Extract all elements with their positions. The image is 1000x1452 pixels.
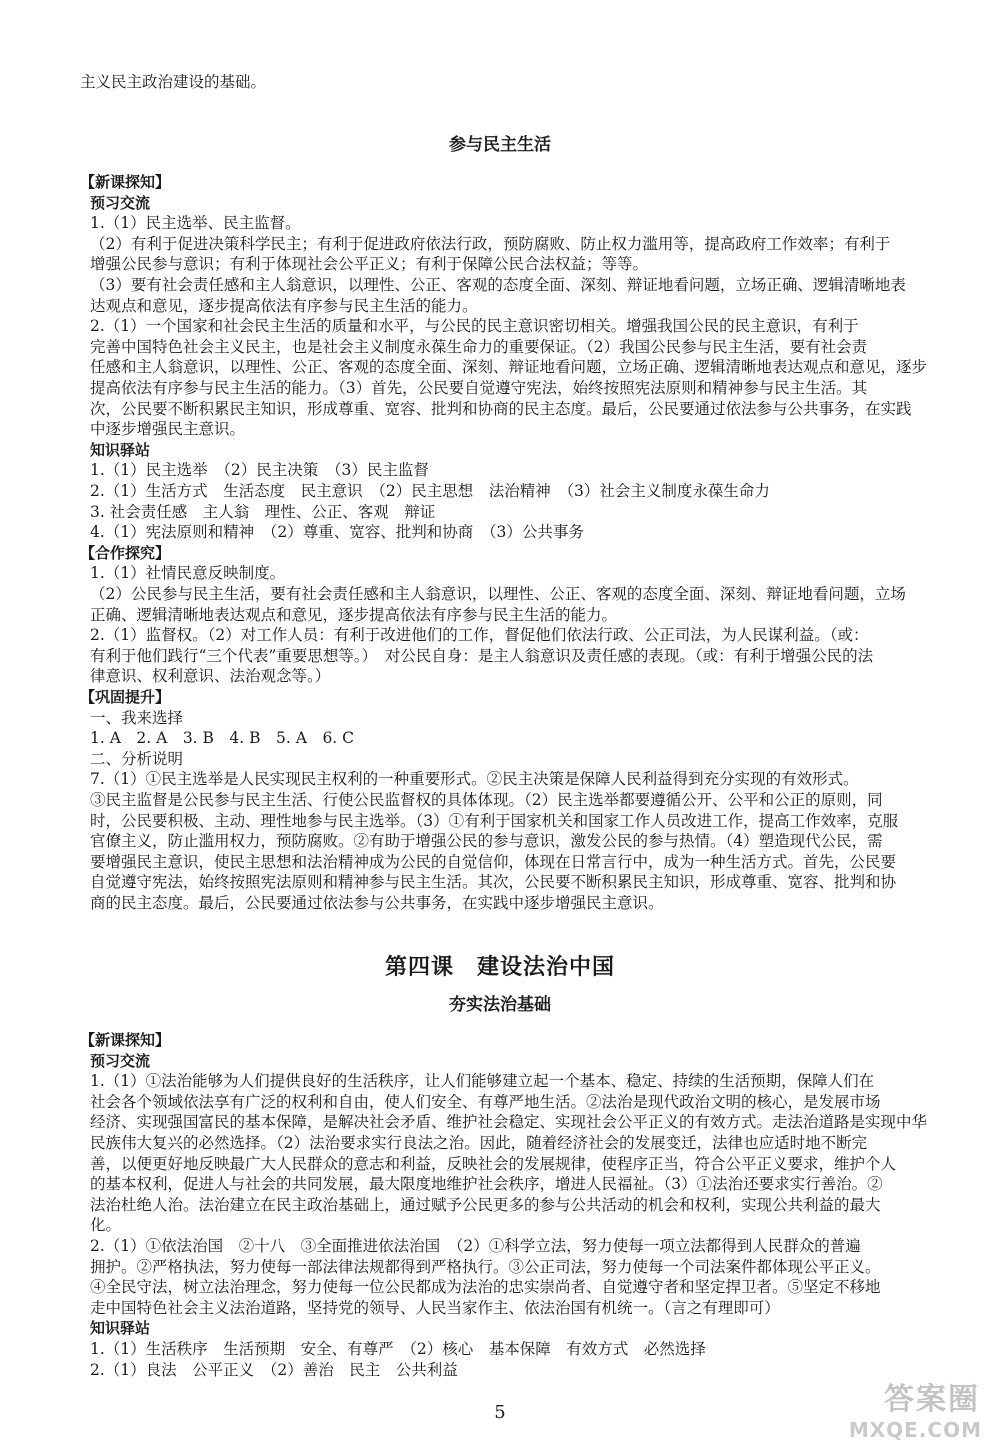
text-line: 商的民主态度。最后，公民要通过依法参与公共事务，在实践中逐步增强民主意识。: [90, 894, 664, 912]
text-line: 民族伟大复兴的必然选择。（2）法治要求实行良法之治。因此，随着经济社会的发展变迁，法律也应适时地不断完: [90, 1134, 868, 1152]
section-heading: 【巩固提升】: [80, 688, 171, 706]
text-line: 律意识、权利意识、法治观念等。）: [90, 667, 331, 686]
text-line: 二、分析说明: [90, 749, 184, 768]
text-line: 有利于他们践行“三个代表”重要思想等。） 对公民自身：是主人翁意识及责任感的表现。（或：有利于增强公民的法: [90, 646, 874, 665]
text-line: 走中国特色社会主义法治道路，坚持党的领导、人民当家作主、依法治国有机统一。（言之有理即可）: [90, 1298, 780, 1317]
subheading: 预习交流: [90, 193, 151, 212]
text-line: 时，公民要积极、主动、理性地参与民主选举。（3）①有利于国家机关和国家工作人员改进工作，提高工作效率，克服: [90, 811, 899, 830]
text-line: 拥护。②严格执法，努力使每一部法律法规都得到严格执行。③公正司法，努力使每一个司法案件都体现公平正义。: [90, 1257, 881, 1276]
subheading: 预习交流: [90, 1051, 151, 1070]
text-line: 2.（1）监督权。（2）对工作人员：有利于改进他们的工作，督促他们依法行政、公正司法，为人民谋利益。（或：: [90, 626, 869, 645]
text-line: ④全民守法，树立法治理念，努力使每一位公民都成为法治的忠实崇尚者、自觉遵守者和坚定捍卫者。⑤坚定不移地: [90, 1278, 881, 1297]
section-title-2: 夯实法治基础: [449, 995, 551, 1015]
section-title-1: 参与民主生活: [449, 135, 551, 155]
text-line: 自觉遵守宪法，始终按照宪法原则和精神参与民主生活。其次，公民要不断积累民主知识，形成尊重、宽容、批判和协: [90, 873, 897, 892]
text-line: 4.（1）宪法原则和精神 （2）尊重、宽容、批判和协商 （3）公共事务: [90, 523, 584, 542]
text-line: 化。: [90, 1216, 122, 1235]
section-heading: 【合作探究】: [80, 543, 171, 562]
text-line: 达观点和意见，逐步提高依法有序参与民主生活的能力。: [90, 296, 478, 315]
text-line: 3. 社会责任感 主人翁 理性、公正、客观 辩证: [90, 502, 436, 521]
text-line: 要增强民主意识，使民主思想和法治精神成为公民的自觉信仰，体现在日常言行中，成为一种生活方式。首先，公民要: [90, 852, 897, 871]
text-line: 1.（1）生活秩序 生活预期 安全、有尊严 （2）核心 基本保障 有效方式 必然选择: [90, 1340, 706, 1358]
subheading: 知识驿站: [90, 440, 151, 459]
lesson-title: 第四课 建设法治中国: [384, 955, 615, 980]
subheading: 知识驿站: [90, 1319, 151, 1338]
text-line: 一、我来选择: [90, 708, 184, 727]
text-line: 2.（1）良法 公平正义 （2）善治 民主 公共利益: [90, 1360, 458, 1379]
text-line: 官僚主义，防止滥用权力，预防腐败。②有助于增强公民的参与意识，激发公民的参与热情。（4）塑造现代公民，需: [90, 832, 883, 851]
text-line: 1.（1）民主选举、民主监督。: [90, 214, 301, 233]
text-line: （2）公民参与民主生活，要有社会责任感和主人翁意识，以理性、公正、客观的态度全面、深刻、辩证地看问题，立场: [90, 585, 906, 603]
text-line: 完善中国特色社会主义民主，也是社会主义制度永葆生命力的重要保证。（2）我国公民参与民主生活，要有社会责: [90, 337, 868, 356]
top-line: 主义民主政治建设的基础。: [80, 73, 267, 91]
text-line: （2）有利于促进决策科学民主；有利于促进政府依法行政，预防腐败、防止权力滥用等，提高政府工作效率；有利于: [90, 234, 891, 253]
text-line: （3）要有社会责任感和主人翁意识，以理性、公正、客观的态度全面、深刻、辩证地看问题，立场正确、逻辑清晰地表: [90, 276, 906, 294]
text-line: 2.（1）生活方式 生活态度 民主意识 （2）民主思想 法治精神 （3）社会主义制度永葆生命力: [90, 482, 770, 500]
watermark-text-top: 答案圈: [884, 1382, 980, 1417]
watermark-text-bottom: MXQE.COM: [848, 1418, 982, 1442]
watermark-logo: [836, 1374, 986, 1444]
text-line: 法治杜绝人治。法治建立在民主政治基础上，通过赋予公民更多的参与公共活动的机会和权利，实现公共利益的最大: [90, 1195, 881, 1214]
text-line: 1.（1）民主选举 （2）民主决策 （3）民主监督: [90, 461, 429, 480]
text-line: 任感和主人翁意识，以理性、公正、客观的态度全面、深刻、辩证地看问题，立场正确、逻辑清晰地表达观点和意见，逐步: [90, 358, 928, 377]
text-line: 7.（1）①民主选举是人民实现民主权利的一种重要形式。②民主决策是保障人民利益得到充分实现的有效形式。: [90, 770, 859, 789]
text-line: 1. A 2. A 3. B 4. B 5. A 6. C: [90, 729, 355, 748]
text-line: 次，公民要不断积累民主知识，形成尊重、宽容、批判和协商的民主态度。最后，公民要通过依法参与公共事务，在实践: [90, 399, 912, 418]
text-line: 2.（1）①依法治国 ②十八 ③全面推进依法治国 （2）①科学立法，努力使每一项立法都得到人民群众的普遍: [90, 1237, 861, 1255]
text-line: 增强公民参与意识；有利于体现社会公平正义；有利于保障公民合法权益；等等。: [90, 255, 649, 274]
page-number: 5: [494, 1402, 506, 1423]
text-line: 正确、逻辑清晰地表达观点和意见，逐步提高依法有序参与民主生活的能力。: [90, 605, 618, 624]
text-line: 社会各个领域依法享有广泛的权利和自由，使人们安全、有尊严地生活。②法治是现代政治文明的核心，是发展市场: [90, 1092, 881, 1111]
text-line: 的基本权利，促进人与社会的共同发展，最大限度地维护社会秩序，增进人民福祉。（3）①法治还要求实行善治。②: [90, 1175, 883, 1194]
text-line: 1.（1）社情民意反映制度。: [90, 564, 286, 583]
section-heading: 【新课探知】: [80, 1031, 171, 1049]
text-line: 中逐步增强民主意识。: [90, 420, 246, 439]
text-line: 经济、实现强国富民的基本保障，是解决社会矛盾、维护社会稳定、实现社会公平正义的有效方式。走法治道路是实现中华: [90, 1113, 928, 1132]
text-line: 1.（1）①法治能够为人们提供良好的生活秩序，让人们能够建立起一个基本、稳定、持续的生活预期，保障人们在: [90, 1072, 875, 1091]
text-line: ③民主监督是公民参与民主生活、行使公民监督权的具体体现。（2）民主选举都要遵循公开、公平和公正的原则，同: [90, 791, 883, 809]
text-line: 善，以便更好地反映最广大人民群众的意志和利益，反映社会的发展规律，使程序正当，符合公平正义要求，维护个人: [90, 1154, 897, 1173]
text-line: 提高依法有序参与民主生活的能力。（3）首先，公民要自觉遵守宪法，始终按照宪法原则和精神参与民主生活。其: [90, 379, 868, 397]
text-line: 2.（1）一个国家和社会民主生活的质量和水平，与公民的民主意识密切相关。增强我国公民的民主意识，有利于: [90, 317, 859, 336]
section-heading: 【新课探知】: [80, 173, 171, 191]
